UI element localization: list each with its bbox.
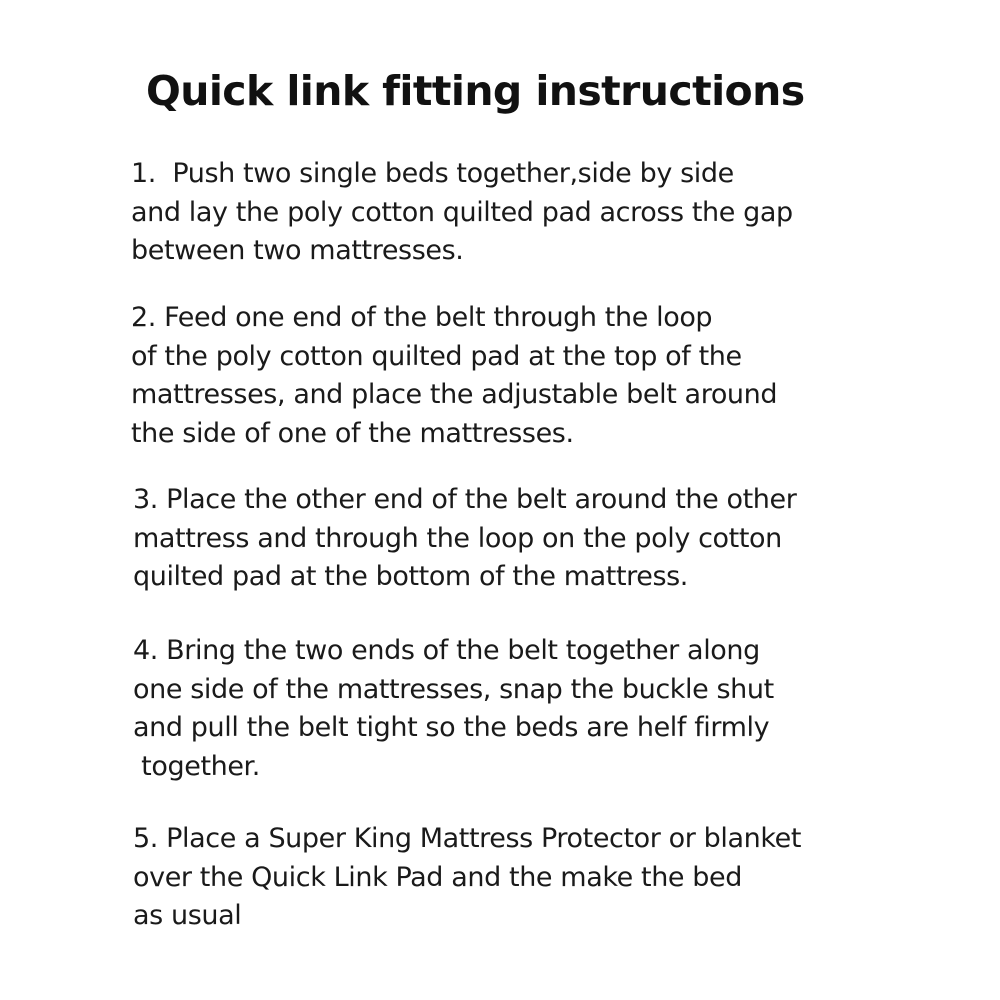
step-2-line: mattresses, and place the adjustable belt around <box>131 379 778 410</box>
page-title: Quick link fitting instructions <box>146 67 805 115</box>
instruction-step-2 <box>131 299 777 453</box>
step-2-line: of the poly cotton quilted pad at the top of the <box>131 340 742 372</box>
step-5-line: over the Quick Link Pad and the make the bed <box>133 861 742 893</box>
step-1-line: between two mattresses. <box>131 235 464 266</box>
step-2-line: 2. Feed one end of the belt through the loop <box>131 302 713 333</box>
step-4-line: one side of the mattresses, snap the buckle shut <box>133 673 774 705</box>
instruction-step-3 <box>133 481 796 597</box>
step-4-line: together. <box>133 750 260 782</box>
step-1-line: 1. Push two single beds together,side by side <box>131 158 734 189</box>
step-3-line: mattress and through the loop on the poly cotton <box>133 522 782 554</box>
step-4-line: 4. Bring the two ends of the belt together along <box>133 635 760 666</box>
step-1-line: and lay the poly cotton quilted pad across the gap <box>131 196 793 228</box>
instruction-step-5 <box>133 820 801 936</box>
step-3-line: quilted pad at the bottom of the mattress. <box>133 561 688 592</box>
step-4-line: and pull the belt tight so the beds are helf firmly <box>133 712 770 743</box>
step-2-line: the side of one of the mattresses. <box>131 417 574 449</box>
step-5-line: as usual <box>133 900 242 931</box>
instruction-step-1 <box>131 155 793 271</box>
step-5-line: 5. Place a Super King Mattress Protector or blanket <box>133 823 802 854</box>
step-3-line: 3. Place the other end of the belt around the other <box>133 484 797 515</box>
instruction-step-4 <box>133 632 774 786</box>
